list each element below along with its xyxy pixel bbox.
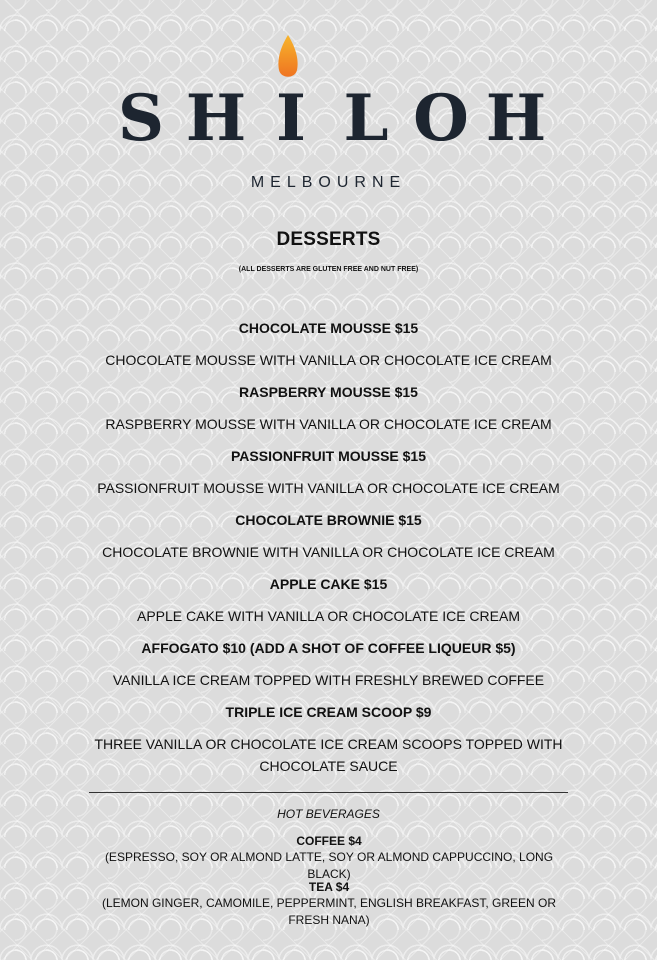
dessert-description: CHOCOLATE MOUSSE WITH VANILLA OR CHOCOLATE ICE CREAM — [105, 352, 552, 368]
wordmark-letter: I — [276, 81, 306, 156]
dessert-description: THREE VANILLA OR CHOCOLATE ICE CREAM SCOOPS TOPPED WITH CHOCOLATE SAUCE — [94, 736, 563, 774]
beverage-name: TEA $4 — [308, 880, 350, 894]
list-item — [90, 510, 567, 563]
section-title: DESSERTS — [276, 229, 381, 250]
dessert-description: VANILLA ICE CREAM TOPPED WITH FRESHLY BREWED COFFEE — [112, 672, 545, 688]
wordmark-letter: H — [185, 81, 247, 156]
brand-city: MELBOURNE — [250, 174, 407, 191]
brand-wordmark — [0, 81, 657, 156]
dessert-name: CHOCOLATE BROWNIE $15 — [235, 512, 422, 528]
list-item — [90, 702, 567, 777]
beverage-description: (ESPRESSO, SOY OR ALMOND LATTE, SOY OR ALMOND CAPPUCCINO, LONG BLACK) — [104, 850, 554, 881]
dessert-name: APPLE CAKE $15 — [269, 576, 388, 592]
wordmark-letter: S — [117, 81, 165, 156]
list-item — [90, 318, 567, 371]
wordmark-letter: H — [485, 81, 547, 156]
dessert-description: CHOCOLATE BROWNIE WITH VANILLA OR CHOCOLATE ICE CREAM — [102, 544, 555, 560]
section-divider — [89, 792, 568, 793]
dessert-name: AFFOGATO $10 (ADD A SHOT OF COFFEE LIQUEUR $5) — [141, 640, 516, 656]
dessert-name: TRIPLE ICE CREAM SCOOP $9 — [225, 704, 432, 720]
list-item — [90, 446, 567, 499]
list-item — [90, 382, 567, 435]
dessert-description: APPLE CAKE WITH VANILLA OR CHOCOLATE ICE CREAM — [136, 608, 520, 624]
section-note: (ALL DESSERTS ARE GLUTEN FREE AND NUT FREE) — [238, 266, 419, 273]
dessert-description: RASPBERRY MOUSSE WITH VANILLA OR CHOCOLATE ICE CREAM — [105, 416, 552, 432]
beverages-heading: HOT BEVERAGES — [277, 807, 380, 821]
dessert-name: CHOCOLATE MOUSSE $15 — [238, 320, 419, 336]
list-item — [90, 574, 567, 627]
dessert-name: PASSIONFRUIT MOUSSE $15 — [230, 448, 426, 464]
list-item — [82, 879, 576, 929]
list-item — [90, 638, 567, 691]
wordmark-letter: O — [413, 81, 469, 156]
dessert-name: RASPBERRY MOUSSE $15 — [239, 384, 418, 400]
list-item — [82, 833, 576, 883]
wordmark-letter: L — [343, 81, 389, 156]
beverage-name: COFFEE $4 — [296, 834, 362, 848]
flame-logo-icon — [276, 34, 300, 84]
beverage-description: (LEMON GINGER, CAMOMILE, PEPPERMINT, ENGLISH BREAKFAST, GREEN OR FRESH NANA) — [101, 896, 557, 927]
dessert-description: PASSIONFRUIT MOUSSE WITH VANILLA OR CHOCOLATE ICE CREAM — [97, 480, 560, 496]
dessert-list — [90, 318, 567, 788]
